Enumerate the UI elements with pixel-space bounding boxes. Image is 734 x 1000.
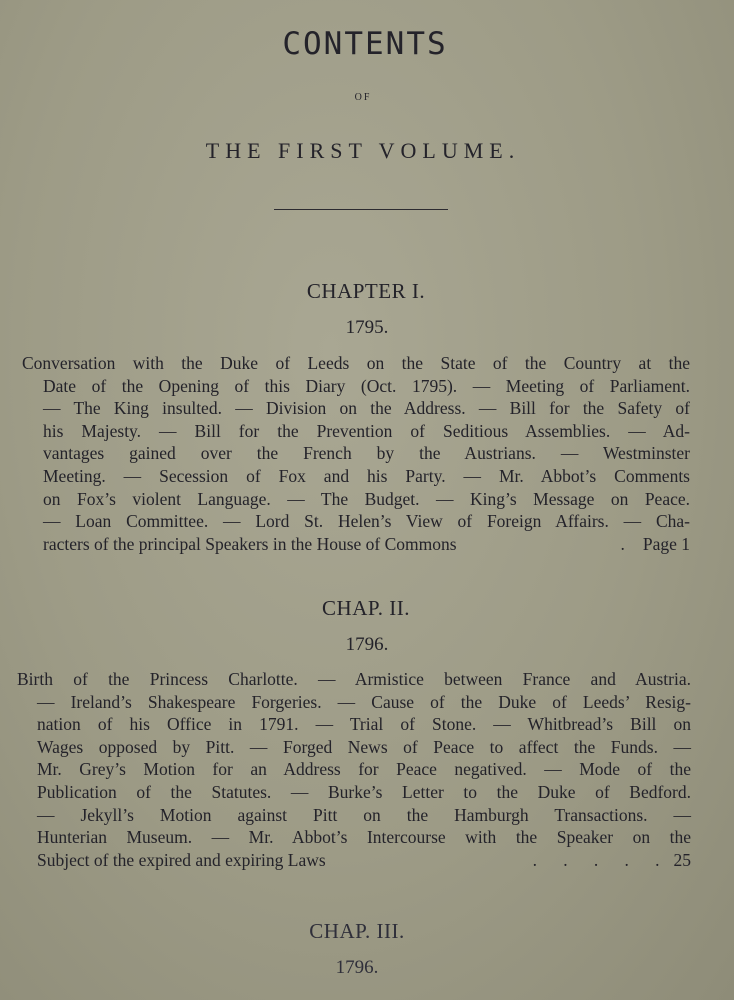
summary-last-line: [43, 533, 690, 556]
chapter-2-heading: CHAP. II.: [322, 596, 410, 620]
summary-line: — Ireland’s Shakespeare Forgeries. — Cause of the Duke of Leeds’ Resig-: [37, 691, 691, 712]
chapter-2-summary: [17, 668, 691, 871]
summary-line: — Jekyll’s Motion against Pitt on the Hamburgh Transactions. —: [37, 804, 691, 825]
summary-line: Wages opposed by Pitt. — Forged News of Peace to affect the Funds. —: [37, 736, 691, 757]
summary-last-text: racters of the principal Speakers in the House of Commons: [43, 533, 457, 554]
summary-line: nation of his Office in 1791. — Trial of Stone. — Whitbread’s Bill on: [37, 714, 691, 735]
summary-line: vantages gained over the French by the Austrians. — Westminster: [43, 443, 690, 464]
dot-leader: . . . . .: [532, 849, 660, 870]
summary-line: Conversation with the Duke of Leeds on the State of the Country at the: [22, 353, 690, 373]
summary-line: Birth of the Princess Charlotte. — Armistice between France and Austria.: [17, 669, 691, 689]
summary-line: Hunterian Museum. — Mr. Abbot’s Intercourse with the Speaker on the: [37, 827, 691, 848]
summary-line: Publication of the Statutes. — Burke’s Letter to the Duke of Bedford.: [37, 781, 691, 802]
dot-leader: .: [620, 533, 625, 554]
summary-last-line: [37, 849, 691, 872]
page-reference: 25: [673, 849, 691, 870]
summary-line: Meeting. — Secession of Fox and his Party. — Mr. Abbot’s Comments: [43, 465, 690, 486]
page-title: CONTENTS: [282, 26, 448, 62]
summary-line: on Fox’s violent Language. — The Budget. — King’s Message on Peace.: [43, 488, 690, 509]
summary-last-text: Subject of the expired and expiring Laws: [37, 849, 326, 870]
summary-line: Mr. Grey’s Motion for an Address for Peace negatived. — Mode of the: [37, 759, 691, 780]
chapter-1-year: 1795.: [345, 317, 389, 338]
chapter-1-summary: [22, 352, 690, 555]
summary-line: Date of the Opening of this Diary (Oct. 1795). — Meeting of Parliament.: [43, 375, 690, 396]
summary-line: — The King insulted. — Division on the Address. — Bill for the Safety of: [43, 398, 690, 419]
chapter-3-year: 1796.: [335, 957, 379, 978]
volume-title: THE FIRST VOLUME.: [205, 138, 521, 163]
page-reference: Page 1: [642, 533, 690, 554]
title-of: OF: [354, 92, 372, 103]
chapter-1-heading: CHAPTER I.: [306, 279, 426, 303]
chapter-2-year: 1796.: [345, 634, 389, 655]
summary-line: — Loan Committee. — Lord St. Helen’s View of Foreign Affairs. — Cha-: [43, 511, 690, 532]
title-rule: [274, 209, 448, 210]
summary-line: his Majesty. — Bill for the Prevention of Seditious Assemblies. — Ad-: [43, 420, 690, 441]
chapter-3-heading: CHAP. III.: [309, 919, 405, 943]
